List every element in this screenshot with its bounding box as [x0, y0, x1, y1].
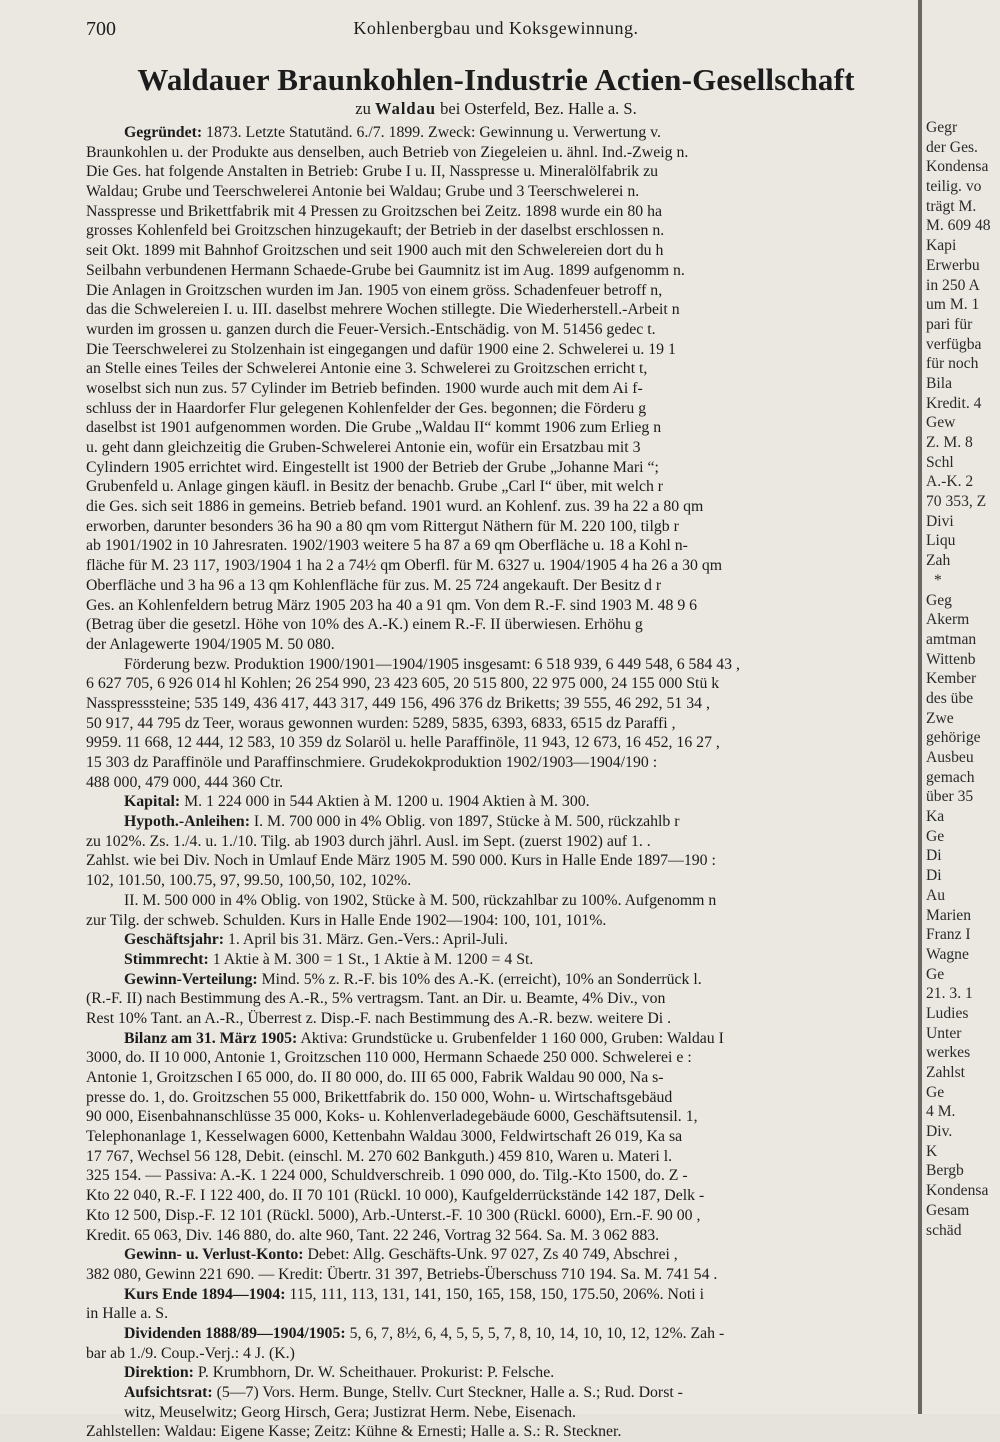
side-fragment-line: werkes	[926, 1044, 971, 1062]
side-fragment-line: Zah	[926, 552, 951, 570]
side-fragment-line: *	[934, 571, 942, 589]
adjacent-column-fragment	[926, 118, 1000, 1398]
body-line: 3000, do. II 10 000, Antonie 1, Groitzschen 110 000, Hermann Schaede 250 000. Schwelerei e :	[86, 1049, 692, 1067]
running-head	[86, 14, 906, 44]
body-line: an Stelle eines Teiles der Schwelerei Antonie eine 3. Schwelerei zu Groitzschen erricht t,	[86, 360, 648, 378]
body-line: Kurs Ende 1894—1904: 115, 111, 113, 131, 141, 150, 165, 158, 150, 175.50, 206%. Noti i	[124, 1285, 704, 1303]
section-label: Hypoth.-Anleihen:	[124, 813, 250, 831]
side-fragment-line: K	[926, 1142, 938, 1160]
side-fragment-line: gemach	[926, 768, 975, 786]
side-fragment-line: Wittenb	[926, 650, 976, 668]
body-line: 90 000, Eisenbahnanschlüsse 35 000, Koks- u. Kohlenverladegebäude 6000, Geschäftsutensil. 1,	[86, 1108, 698, 1126]
side-fragment-line: über 35	[926, 788, 974, 806]
side-fragment-line: Ge	[926, 965, 945, 983]
column-gutter	[918, 0, 922, 1414]
body-line: presse do. 1, do. Groitzschen 55 000, Brikettfabrik do. 150 000, Wohn- u. Wirtschaftsgebäud	[86, 1088, 673, 1106]
side-fragment-line: Zahlst	[926, 1064, 965, 1081]
body-line: schluss der in Haardorfer Flur gelegenen Kohlenfelder der Ges. begonnen; die Förderu g	[86, 399, 647, 417]
body-line: u. geht dann gleichzeitig die Gruben-Schwelerei Antonie ein, wofür ein Ersatzbau mit 3	[86, 439, 641, 456]
side-fragment-line: verfügba	[926, 335, 982, 353]
body-line: zur Tilg. der schweb. Schulden. Kurs in Halle Ende 1902—1904: 100, 101, 101%.	[86, 911, 607, 929]
body-line: Kto 12 500, Disp.-F. 12 101 (Rückl. 5000), Arb.-Unterst.-F. 10 300 (Rückl. 6000), Ern.-F. 90 00 ,	[86, 1206, 701, 1224]
body-line: 488 000, 479 000, 444 360 Ctr.	[86, 773, 284, 791]
location-prefix: zu	[355, 99, 371, 118]
side-fragment-line: Kapi	[926, 237, 957, 255]
body-line: Stimmrecht: 1 Aktie à M. 300 = 1 St., 1 Aktie à M. 1200 = 4 St.	[124, 950, 534, 968]
body-line: Oberfläche und 3 ha 96 a 13 qm Kohlenfläche für zus. M. 25 724 angekauft. Der Besitz d r	[86, 576, 662, 594]
side-fragment-line: trägt M.	[926, 197, 977, 215]
section-label: Kapital:	[124, 793, 181, 811]
body-line: Kredit. 65 063, Div. 146 880, do. alte 960, Tant. 22 246, Vortrag 32 564. Sa. M. 3 062 883.	[86, 1226, 660, 1244]
section-label: Kurs Ende 1894—1904:	[124, 1285, 286, 1303]
side-fragment-line: amtman	[926, 630, 977, 648]
body-line: 6 627 705, 6 926 014 hl Kohlen; 26 254 990, 23 423 605, 20 515 800, 22 975 000, 24 155 000 Stü k	[86, 675, 720, 693]
body-line: Grubenfeld u. Anlage gingen käufl. in Besitz der benachb. Grube „Carl I“ über, mit welch r	[86, 478, 664, 496]
side-fragment-line: Di	[926, 847, 942, 865]
location-suffix: bei Osterfeld, Bez. Halle a. S.	[440, 99, 637, 118]
body-line: grosses Kohlenfeld bei Groitzschen hinzugekauft; der Betrieb in der daselbst erschlossen n.	[86, 222, 665, 240]
body-line: seit Okt. 1899 mit Bahnhof Groitzschen und seit 1900 auch mit den Schwelereien dort du h	[86, 242, 664, 260]
section-label: Gewinn- u. Verlust-Konto:	[124, 1246, 304, 1264]
side-fragment-line: Kember	[926, 670, 977, 688]
body-line: Kapital: M. 1 224 000 in 544 Aktien à M. 1200 u. 1904 Aktien à M. 300.	[124, 793, 590, 811]
section-label: Direktion:	[124, 1364, 194, 1382]
body-line: Cylindern 1905 errichtet wird. Eingestellt ist 1900 der Betrieb der Grube „Johanne Mari “;	[86, 458, 659, 476]
side-fragment-line: Erwerbu	[926, 256, 980, 274]
side-fragment-line: schäd	[926, 1221, 962, 1239]
body-line: 15 303 dz Paraffinöle und Paraffinschmiere. Grudekokproduktion 1902/1903—1904/190 :	[86, 754, 658, 771]
side-fragment-line: Z. M. 8	[926, 434, 973, 451]
side-fragment-line: Ge	[926, 1083, 945, 1101]
body-line: Antonie 1, Groitzschen I 65 000, do. II 80 000, do. III 65 000, Fabrik Waldau 90 000, Na s-	[86, 1069, 664, 1086]
side-fragment-line: Geg	[926, 591, 952, 609]
side-fragment-line: A.-K. 2	[926, 473, 974, 491]
body-line: in Halle a. S.	[86, 1305, 169, 1323]
side-fragment-line: Ausbeu	[926, 749, 974, 766]
side-fragment-line: Gew	[926, 414, 956, 432]
side-fragment-line: gehörige	[926, 729, 981, 747]
body-line: Ges. an Kohlenfeldern betrug März 1905 203 ha 40 a 91 qm. Von dem R.-F. sind 1903 M. 48 9 6	[86, 596, 698, 614]
body-line: Direktion: P. Krumbhorn, Dr. W. Scheithauer. Prokurist: P. Felsche.	[124, 1364, 555, 1382]
section-label: Aufsichtsrat:	[124, 1384, 213, 1401]
body-line: Braunkohlen u. der Produkte aus denselben, auch Betrieb von Ziegeleien u. ähnl. Ind.-Zweig n.	[86, 143, 689, 161]
body-line	[86, 123, 906, 143]
body-line: Waldau; Grube und Teerschwelerei Antonie bei Waldau; Grube und 3 Teerschwelerei n.	[86, 183, 640, 201]
body-line: die Ges. sich seit 1886 in gemeins. Betrieb befand. 1901 wurd. an Kohlenf. zus. 39 ha 22 a 80 qm	[86, 498, 704, 516]
body-line: wurden im grossen u. ganzen durch die Feuer-Versich.-Entschädig. von M. 51456 gedec t.	[86, 320, 656, 338]
body-line: Gewinn-Verteilung: Mind. 5% z. R.-F. bis 10% des A.-K. (erreicht), 10% an Sonderrück l.	[124, 970, 702, 988]
body-line: das die Schwelereien I. u. III. daselbst mehrere Wochen stillegte. Die Wiederherstell.-Arbeit n	[86, 301, 680, 319]
body-line: Die Ges. hat folgende Anstalten in Betrieb: Grube I u. II, Nasspresse u. Mineralölfabrik zu	[86, 163, 659, 181]
body-line: Seilbahn verbundenen Hermann Schaede-Grube bei Gaumnitz ist im Aug. 1899 aufgenomm n.	[86, 261, 685, 279]
body-line: 50 917, 44 795 dz Teer, woraus gewonnen wurden: 5289, 5835, 6393, 6833, 6515 dz Paraffi ,	[86, 714, 676, 732]
body-line: fläche für M. 23 117, 1903/1904 1 ha 2 a 74½ qm Oberfl. für M. 6327 u. 1904/1905 4 ha 26 a 30 qm	[86, 557, 723, 575]
body-line: Bilanz am 31. März 1905: Aktiva: Grundstücke u. Grubenfelder 1 160 000, Gruben: Waldau I	[124, 1029, 724, 1047]
body-line: Geschäftsjahr: 1. April bis 31. März. Gen.-Vers.: April-Juli.	[124, 931, 508, 949]
location-town: Waldau	[374, 99, 437, 118]
body-line: 17 767, Wechsel 56 128, Debit. (einschl. M. 270 602 Bankguth.) 459 810, Waren u. Materi l.	[86, 1147, 673, 1165]
body-line: 325 154. — Passiva: A.-K. 1 224 000, Schuldverschreib. 1 090 000, do. Tilg.-Kto 1500, do. Z -	[86, 1167, 688, 1185]
section-label: Geschäftsjahr:	[124, 931, 225, 949]
body-line: Die Teerschwelerei zu Stolzenhain ist eingegangen und dafür 1900 eine 2. Schwelerei u. 19 1	[86, 340, 676, 358]
body-line: witz, Meuselwitz; Georg Hirsch, Gera; Justizrat Herm. Nebe, Eisenach.	[124, 1403, 576, 1421]
body-line-text: 1873. Letzte Statutänd. 6./7. 1899. Zweck: Gewinnung u. Verwertung v.	[202, 124, 662, 141]
side-fragment-line: Bila	[926, 374, 952, 392]
body-line: Nasspresse und Brikettfabrik mit 4 Pressen zu Groitzschen bei Zeitz. 1898 wurde ein 80 ha	[86, 202, 663, 220]
body-line: Hypoth.-Anleihen: I. M. 700 000 in 4% Oblig. von 1897, Stücke à M. 500, rückzahlb r	[124, 813, 680, 831]
body-line: Die Anlagen in Groitzschen wurden im Jan. 1905 von einem gröss. Schadenfeuer betroff n,	[86, 281, 663, 299]
side-fragment-line: Akerm	[926, 611, 970, 629]
side-fragment-line: Div.	[926, 1123, 953, 1141]
section-label: Stimmrecht:	[124, 950, 209, 968]
side-fragment-line: Unter	[926, 1024, 962, 1042]
section-label: Gewinn-Verteilung:	[124, 970, 258, 988]
side-fragment-line: Gesam	[926, 1201, 970, 1219]
side-fragment-line: des übe	[926, 689, 974, 707]
side-fragment-line: teilig. vo	[926, 178, 982, 196]
body-line: Aufsichtsrat: (5—7) Vors. Herm. Bunge, Stellv. Curt Steckner, Halle a. S.; Rud. Dorst -	[124, 1384, 683, 1401]
side-fragment-line: um M. 1	[926, 296, 980, 314]
body-line: 382 080, Gewinn 221 690. — Kredit: Übertr. 31 397, Betriebs-Überschuss 710 194. Sa. M. 741 54 .	[86, 1265, 718, 1283]
body-line: 102, 101.50, 100.75, 97, 99.50, 100,50, 102, 102%.	[86, 872, 412, 890]
side-fragment-line: Divi	[926, 512, 954, 530]
side-fragment-line: 21. 3. 1	[926, 985, 973, 1003]
body-line: Förderung bezw. Produktion 1900/1901—1904/1905 insgesamt: 6 518 939, 6 449 548, 6 584 43 ,	[124, 655, 740, 673]
side-fragment-line: Schl	[926, 453, 954, 471]
body-line: 9959. 11 668, 12 444, 12 583, 10 359 dz Solaröl u. helle Paraffinöle, 11 943, 12 673, 16 452, 16 27 ,	[86, 734, 720, 752]
side-fragment-line: M. 609 48	[926, 217, 991, 235]
side-fragment-line: Kondensa	[926, 158, 989, 176]
body-line: Rest 10% Tant. an A.-R., Überrest z. Disp.-F. nach Bestimmung des A.-R. bezw. weitere Di .	[86, 1009, 672, 1027]
label-gegruendet: Gegründet:	[124, 124, 203, 141]
body-line: Dividenden 1888/89—1904/1905: 5, 6, 7, 8½, 6, 4, 5, 5, 5, 7, 8, 10, 14, 10, 10, 12, 12%. Zah -	[124, 1324, 725, 1342]
section-label: Bilanz am 31. März 1905:	[124, 1029, 298, 1047]
page-number: 700	[86, 18, 116, 40]
side-fragment-line: Franz I	[926, 926, 971, 944]
side-fragment-line: Kondensa	[926, 1182, 989, 1200]
body-line: Gewinn- u. Verlust-Konto: Debet: Allg. Geschäfts-Unk. 97 027, Zs 40 749, Abschrei ,	[124, 1246, 678, 1264]
side-fragment-line: Bergb	[926, 1162, 964, 1180]
body-line: der Anlagewerte 1904/1905 M. 50 080.	[86, 635, 335, 653]
side-fragment-line: Ludies	[926, 1004, 969, 1022]
section-label: Dividenden 1888/89—1904/1905:	[124, 1324, 346, 1342]
side-fragment-line: Ka	[926, 808, 945, 826]
body-line: (Betrag über die gesetzl. Höhe von 10% des A.-K.) einem R.-F. II überwiesen. Erhöhu g	[86, 616, 643, 634]
side-fragment-line: Zwe	[926, 709, 954, 727]
side-fragment-line: Di	[926, 867, 942, 885]
body-line: woselbst sich nun zus. 57 Cylinder im Betrieb befinden. 1900 wurde auch mit dem Ai f-	[86, 379, 643, 397]
body-line: Kto 22 040, R.-F. I 122 400, do. II 70 101 (Rückl. 10 000), Kaufgelderrückstände 142 187, Delk -	[86, 1187, 705, 1205]
side-fragment-line: 4 M.	[926, 1103, 956, 1121]
entry-body	[86, 123, 906, 1442]
side-fragment-line: in 250 A	[926, 276, 980, 294]
side-fragment-line: Wagne	[926, 945, 969, 963]
body-line: (R.-F. II) nach Bestimmung des A.-R., 5% vertragsm. Tant. an Dir. u. Beamte, 4% Div., von	[86, 990, 666, 1008]
body-line: ab 1901/1902 in 10 Jahresraten. 1902/1903 weitere 5 ha 87 a 69 qm Oberfläche u. 18 a Kohl n-	[86, 537, 688, 555]
body-line: Zahlst. wie bei Div. Noch in Umlauf Ende März 1905 M. 590 000. Kurs in Halle Ende 1897—190 :	[86, 852, 716, 870]
body-line: bar ab 1./9. Coup.-Verj.: 4 J. (K.)	[86, 1344, 295, 1362]
side-fragment-line: Au	[926, 886, 946, 904]
side-fragment-line: Liqu	[926, 532, 956, 550]
side-fragment-line: 70 353, Z	[926, 493, 987, 511]
body-line: erworben, darunter besonders 36 ha 90 a 80 qm vom Rittergut Näthern für M. 220 100, tilgb r	[86, 517, 679, 535]
side-fragment-line: Ge	[926, 827, 945, 845]
body-line: zu 102%. Zs. 1./4. u. 1./10. Tilg. ab 1903 durch jährl. Ausl. im Sept. (zuerst 1902) auf 1. .	[86, 832, 651, 850]
body-line: Nasspresssteine; 535 149, 436 417, 443 317, 449 156, 496 376 dz Briketts; 39 555, 46 292, 51 34 ,	[86, 694, 710, 712]
body-line: II. M. 500 000 in 4% Oblig. von 1902, Stücke à M. 500, rückzahlbar zu 100%. Aufgenomm n	[124, 891, 717, 909]
side-fragment-line: Gegr	[926, 119, 958, 136]
body-line: daselbst ist 1901 aufgenommen worden. Die Grube „Waldau II“ kommt 1906 zum Erlieg n	[86, 419, 662, 437]
body-line: Telephonanlage 1, Kesselwagen 6000, Kettenbahn Waldau 3000, Feldwirtschaft 26 019, Ka sa	[86, 1128, 683, 1146]
side-fragment-line: für noch	[926, 355, 979, 373]
company-location	[86, 99, 906, 119]
company-name: Waldauer Braunkohlen-Industrie Actien-Gesellschaft	[137, 62, 855, 97]
side-fragment-line: Kredit. 4	[926, 394, 982, 412]
running-title: Kohlenbergbau und Koksgewinnung.	[353, 18, 639, 38]
main-column	[86, 14, 906, 1441]
body-line: Zahlstellen: Waldau: Eigene Kasse; Zeitz: Kühne & Ernesti; Halle a. S.: R. Steckner.	[86, 1423, 622, 1441]
side-fragment-line: Marien	[926, 906, 972, 924]
side-fragment-line: der Ges.	[926, 138, 978, 156]
side-fragment-line: pari für	[926, 315, 973, 333]
